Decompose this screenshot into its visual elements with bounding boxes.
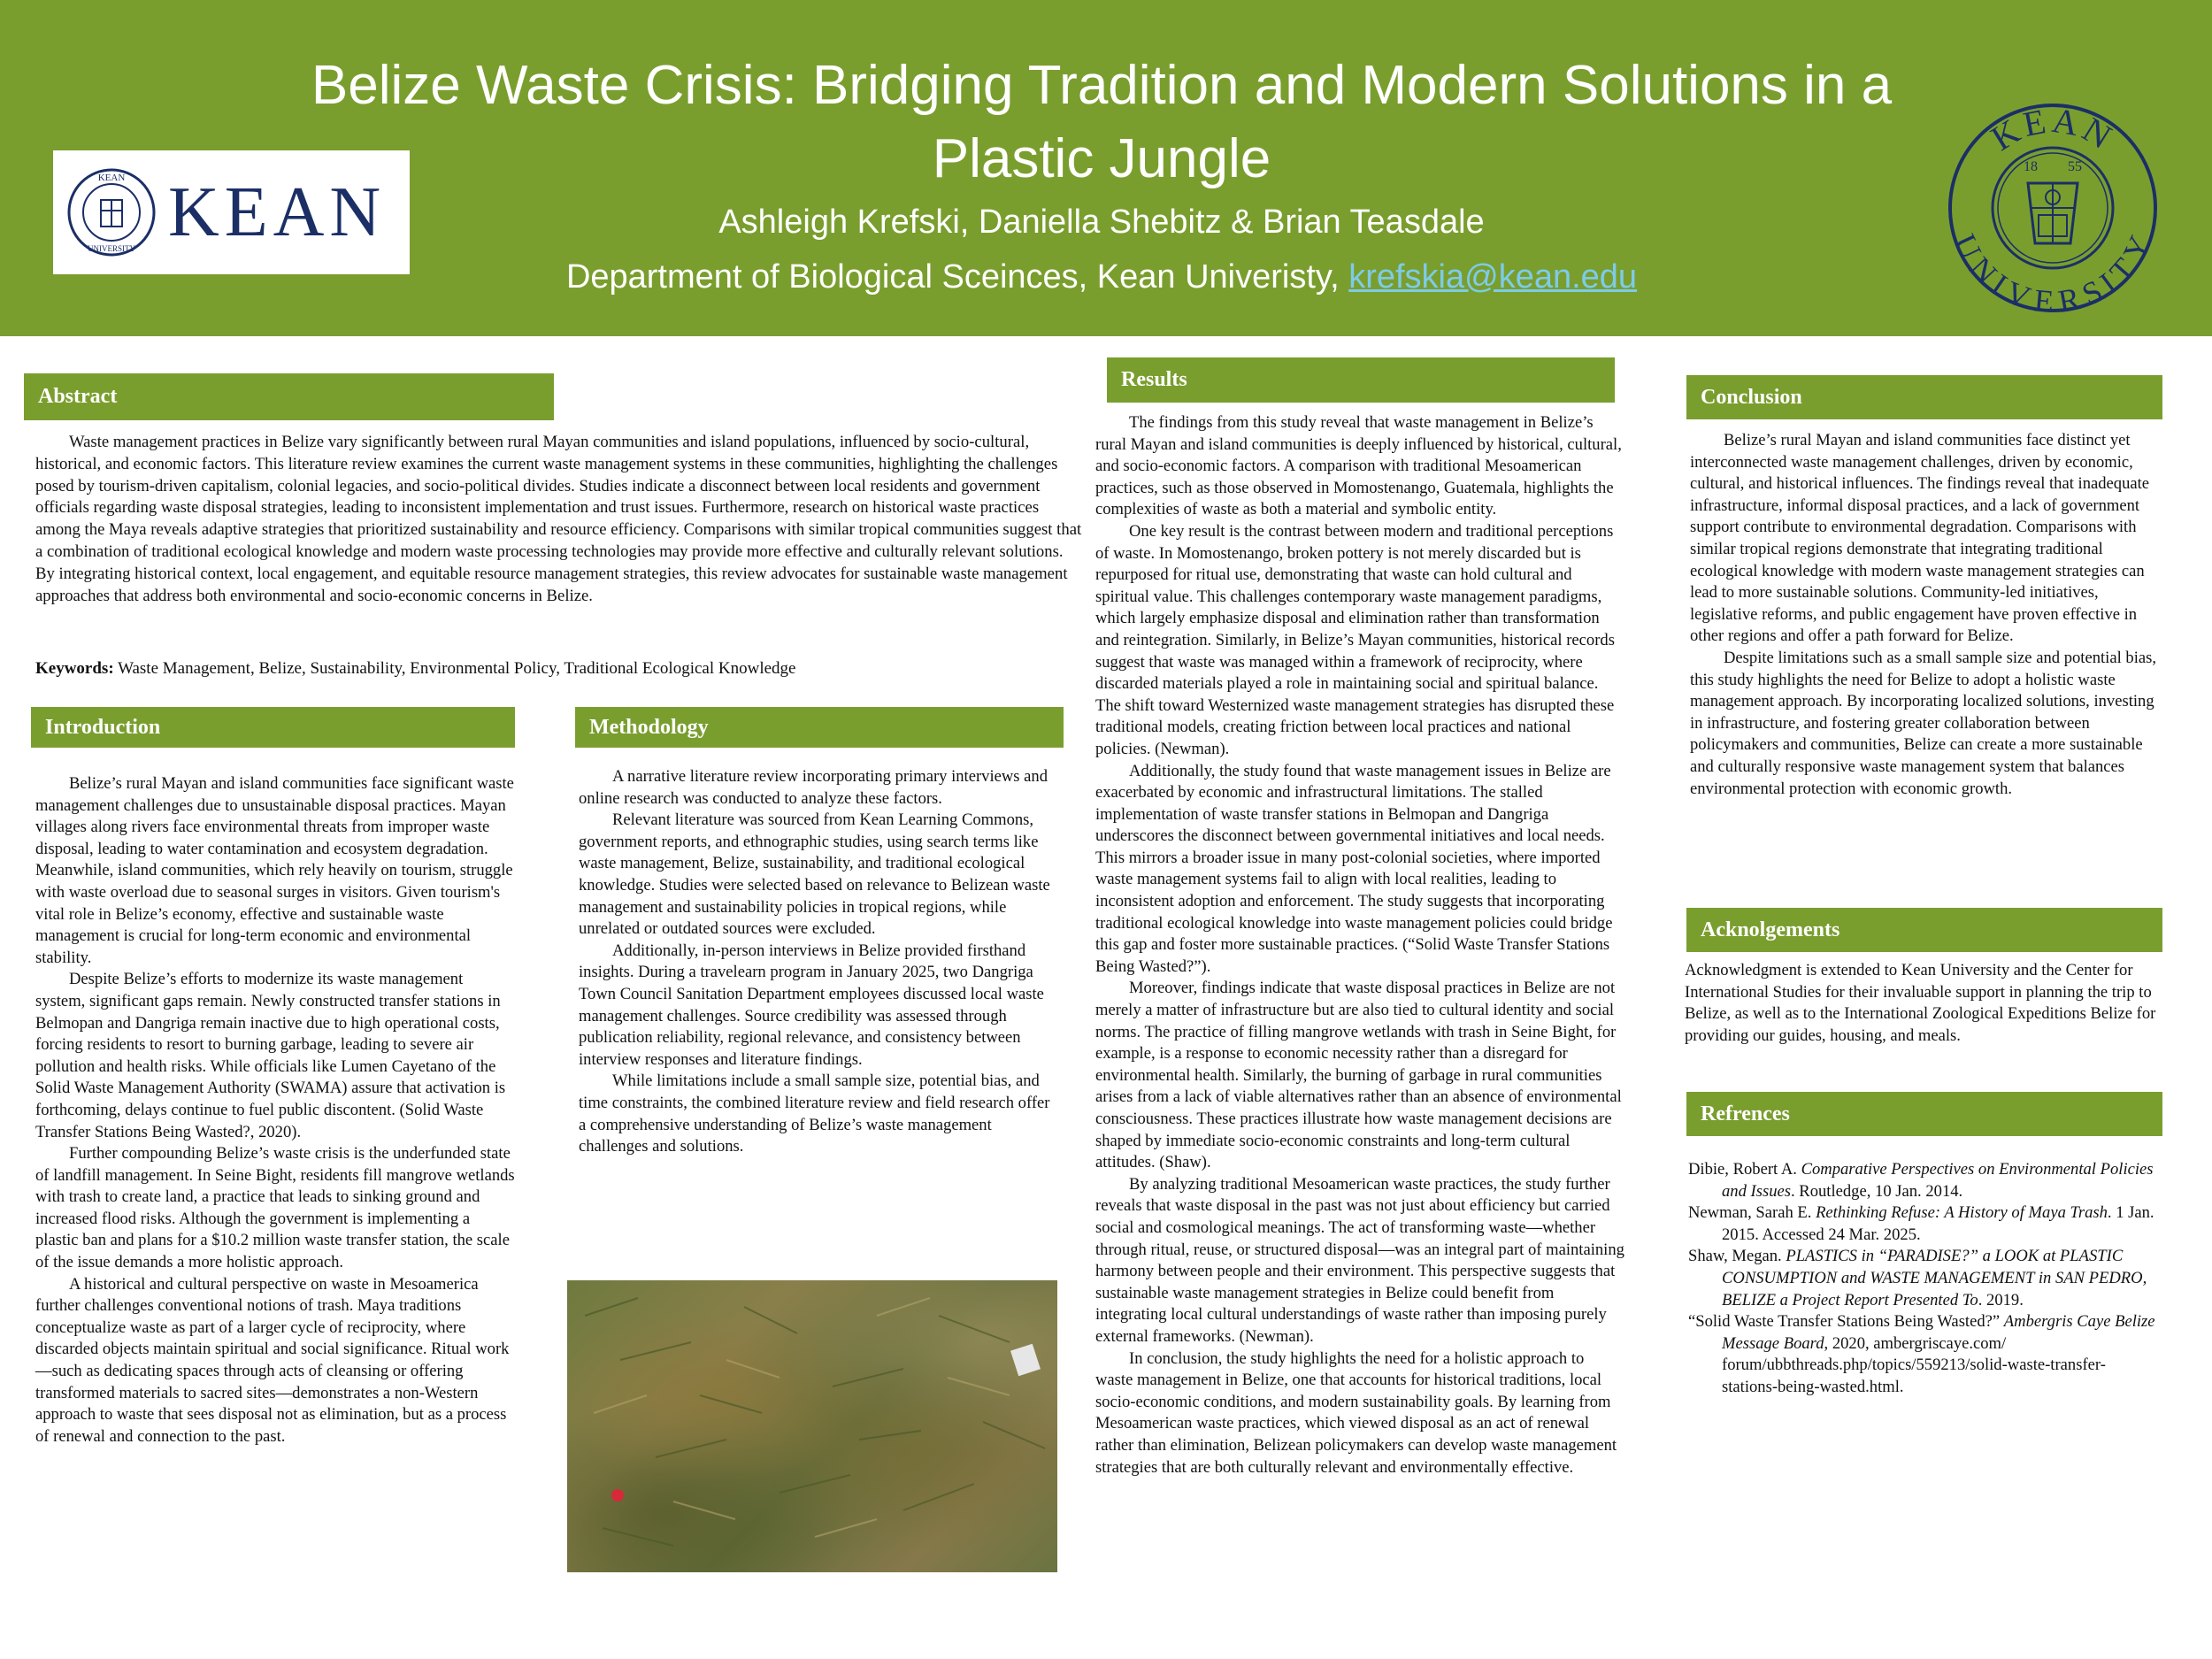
conclusion-body: [1690, 430, 2162, 800]
acknowledgements-paragraph: Acknowledgment is extended to Kean University and the Center for International Studies for their invaluable support in planning the trip to Belize, as well as to the International Zoological Expeditions Belize for providing our guides, housing, and meals.: [1685, 961, 2156, 1045]
mangrove-trash-photo: [567, 1280, 1057, 1572]
svg-text:UNIVERSITY: UNIVERSITY: [1947, 228, 2159, 314]
svg-text:UNIVERSITY: UNIVERSITY: [88, 244, 135, 253]
acknowledgements-body: [1685, 960, 2159, 1047]
abstract-heading: Abstract: [24, 373, 554, 420]
conclusion-paragraph: Despite limitations such as a small sample size and potential bias, this study highlights the need for Belize to adopt a holistic waste management approach. By incorporating localized solutions, investing in infrastructure, and fostering greater collaboration between policymakers and communities, Belize can create a more sustainable and culturally responsive waste management system that balances environmental protection with economic growth.: [1690, 648, 2157, 798]
results-paragraph: The findings from this study reveal that waste management in Belize’s rural Mayan and island communities is deeply influenced by historical, cultural, and socio-economic factors. A comparison with traditional Mesoamerican practices, such as those observed in Momostenango, Guatemala, highlights the complexities of waste as both a material and symbolic entity.: [1095, 413, 1622, 519]
poster-title: [230, 49, 1973, 196]
reference-item: Shaw, Megan. PLASTICS in “PARADISE?” a LOOK at PLASTIC CONSUMPTION and WASTE MANAGEMENT in SAN PEDRO, BELIZE a Project Report Presented To. 2019.: [1688, 1247, 2147, 1310]
title-line-2: Plastic Jungle: [932, 128, 1271, 189]
keywords-list: Waste Management, Belize, Sustainability, Environmental Policy, Traditional Ecological Knowledge: [113, 659, 796, 678]
introduction-heading: Introduction: [31, 707, 515, 748]
authors: Ashleigh Krefski, Daniella Shebitz & Brian Teasdale: [718, 204, 1485, 241]
kean-logo: [53, 150, 410, 274]
kean-seal-small-icon: [65, 166, 157, 258]
introduction-paragraph: A historical and cultural perspective on waste in Mesoamerica further challenges conventional notions of trash. Maya traditions conceptualize waste as part of a larger cycle of reciprocity, where discarded objects maintain spiritual and social significance. Ritual work—such as dedicating spaces through acts of cleansing or offering transformed materials to sacred sites—demonstrates a non-Western approach to waste that sees disposal not as elimination, but as a process of renewal and connection to the past.: [35, 1274, 510, 1446]
introduction-body: [35, 773, 517, 1448]
introduction-paragraph: Further compounding Belize’s waste crisis is the underfunded state of landfill management. In Seine Bight, residents fill mangrove wetlands with trash to create land, a practice that leads to sinking ground and increased flood risks. Although the government is implementing a plastic ban and plans for a $10.2 million waste transfer station, the scale of the issue demands a more holistic approach.: [35, 1144, 515, 1272]
svg-text:KEAN: KEAN: [1984, 102, 2122, 159]
email-link[interactable]: krefskia@kean.edu: [1348, 258, 1638, 296]
department-line: [265, 258, 1938, 296]
references-list: [1688, 1159, 2157, 1399]
reference-item: Dibie, Robert A. Comparative Perspectives on Environmental Policies and Issues. Routledge, 10 Jan. 2014.: [1688, 1160, 2154, 1201]
methodology-body: [579, 766, 1056, 1158]
acknowledgements-heading: Acknolgements: [1686, 908, 2162, 952]
results-paragraph: One key result is the contrast between modern and traditional perceptions of waste. In Momostenango, broken pottery is not merely discarded but is repurposed for ritual use, demonstrating that waste can hold cultural and spiritual value. This challenges contemporary waste management paradigms, which largely emphasize disposal and elimination rather than transformation and reintegration. Similarly, in Belize’s Mayan communities, historical records suggest that waste was managed within a framework of reciprocity, where discarded materials played a role in maintaining social and spiritual balance. The shift toward Westernized waste management strategies has disrupted these traditional models, creating friction between local practices and national policies. (Newman).: [1095, 521, 1615, 758]
keywords-label: Keywords:: [35, 659, 114, 678]
abstract-body: [35, 432, 1084, 607]
results-paragraph: By analyzing traditional Mesoamerican waste practices, the study further reveals that waste disposal in the past was not just about efficiency but carried social and cosmological meanings. The act of transforming waste—whether through ritual, reuse, or structured disposal—was an integral part of maintaining harmony between people and their environment. This perspective suggests that sustainable waste management strategies in Belize could benefit from integrating local cultural understandings of waste rather than imposing purely external frameworks. (Newman).: [1095, 1174, 1624, 1346]
svg-text:KEAN: KEAN: [97, 173, 126, 183]
svg-text:55: 55: [2068, 159, 2082, 174]
results-paragraph: Moreover, findings indicate that waste disposal practices in Belize are not merely a matter of infrastructure but are also tied to cultural identity and social norms. The practice of filling mangrove wetlands with trash in Seine Bight, for example, is a response to economic necessity rather than a disregard for environmental health. Similarly, the burning of garbage in rural communities arises from a lack of viable alternatives rather than an absence of environmental consciousness. These practices illustrate how waste management decisions are shaped by immediate socio-economic constraints and long-term cultural attitudes. (Shaw).: [1095, 979, 1622, 1172]
kean-wordmark: KEAN: [168, 173, 387, 251]
results-paragraph: Additionally, the study found that waste management issues in Belize are exacerbated by economic and infrastructural limitations. The stalled implementation of waste transfer stations in Belmopan and Dangriga underscores the disconnect between governmental initiatives and local needs. This mirrors a broader issue in many post-colonial societies, where imported waste management systems fail to align with local realities, leading to inconsistent adoption and enforcement. The study suggests that incorporating traditional ecological knowledge into waste management policies could bridge this gap and foster more sustainable practices. (“Solid Waste Transfer Stations Being Wasted?”).: [1095, 761, 1613, 976]
conclusion-heading: Conclusion: [1686, 375, 2162, 419]
keywords: [35, 658, 1084, 680]
kean-university-seal-icon: [1947, 102, 2159, 314]
svg-text:18: 18: [2024, 159, 2038, 174]
reference-item: Newman, Sarah E. Rethinking Refuse: A History of Maya Trash. 1 Jan. 2015. Accessed 24 Mar. 2025.: [1688, 1203, 2154, 1244]
methodology-paragraph: While limitations include a small sample size, potential bias, and time constraints, the combined literature review and field research offer a comprehensive understanding of Belize’s waste management challenges and solutions.: [579, 1071, 1050, 1156]
results-paragraph: In conclusion, the study highlights the need for a holistic approach to waste management in Belize, one that accounts for historical traditions, local socio-economic conditions, and modern sustainability goals. By learning from Mesoamerican waste practices, which viewed disposal as an act of renewal rather than elimination, Belizean policymakers can develop waste management strategies that are both culturally relevant and environmentally effective.: [1095, 1348, 1617, 1477]
poster-header: [0, 0, 2212, 336]
methodology-paragraph: Relevant literature was sourced from Kean Learning Commons, government reports, and ethnographic studies, using search terms like waste management, Belize, sustainability, and traditional ecological knowledge. Studies were selected based on relevance to Belizean waste management and sustainability policies in tropical regions, while unrelated or outdated sources were excluded.: [579, 810, 1050, 939]
results-heading: Results: [1107, 357, 1615, 403]
results-body: [1095, 412, 1624, 1479]
introduction-paragraph: Belize’s rural Mayan and island communities face significant waste management challenges due to unsustainable disposal practices. Mayan villages along rivers face environmental threats from improper waste disposal, leading to water contamination and ecosystem degradation. Meanwhile, island communities, which rely heavily on tourism, struggle with waste overload due to seasonal surges in visitors. Given tourism's vital role in Belize’s economy, effective and sustainable waste management is crucial for long-term economic and environmental stability.: [35, 774, 514, 967]
methodology-heading: Methodology: [575, 707, 1064, 748]
methodology-paragraph: Additionally, in-person interviews in Belize provided firsthand insights. During a travelearn program in January 2025, two Dangriga Town Council Sanitation Department employees discussed local waste management challenges. Source credibility was assessed through publication reliability, regional relevance, and consistency between interview responses and literature findings.: [579, 941, 1044, 1069]
conclusion-paragraph: Belize’s rural Mayan and island communities face distinct yet interconnected waste management challenges, driven by economic, cultural, and historical influences. The findings reveal that inadequate infrastructure, informal disposal practices, and a lack of government support contribute to environmental degradation. Comparisons with similar tropical regions demonstrate that integrating traditional ecological knowledge with modern waste management strategies can lead to more sustainable solutions. Community-led initiatives, legislative reforms, and public engagement have proven effective in other regions and offer a path forward for Belize.: [1690, 431, 2150, 646]
title-line-1: Belize Waste Crisis: Bridging Tradition and Modern Solutions in a: [311, 55, 1893, 116]
methodology-paragraph: A narrative literature review incorporating primary interviews and online research was conducted to analyze these factors.: [579, 767, 1048, 808]
introduction-paragraph: Despite Belize’s efforts to modernize its waste management system, significant gaps remain. Newly constructed transfer stations in Belmopan and Dangriga remain inactive due to high operational costs, forcing residents to resort to burning garbage, leading to severe air pollution and health risks. While officials like Lumen Cayetano of the Solid Waste Management Authority (SWAMA) assure that activation is forthcoming, delays continue to fuel public discontent. (Solid Waste Transfer Stations Being Wasted?, 2020).: [35, 970, 506, 1141]
department: Department of Biological Sceinces, Kean Univeristy,: [565, 258, 1349, 296]
photo-texture: [567, 1280, 1057, 1572]
reference-item: “Solid Waste Transfer Stations Being Wasted?” Ambergris Caye Belize Message Board, 2020, ambergriscaye.com/ forum/ubbthreads.php/topics/559213/solid-waste-transfer-stations-being-wasted.html.: [1688, 1312, 2155, 1396]
abstract-paragraph: Waste management practices in Belize vary significantly between rural Mayan communities and island populations, influenced by socio-cultural, historical, and economic factors. This literature review examines the current waste management systems in these communities, highlighting the challenges posed by tourism-driven capitalism, colonial legacies, and socio-political divides. Studies indicate a disconnect between local residents and government officials regarding waste disposal strategies, leading to inconsistent implementation and trust issues. Furthermore, research on historical waste practices among the Maya reveals adaptive strategies that prioritized sustainability and resource efficiency. Comparisons with similar tropical communities suggest that a combination of traditional ecological knowledge and modern waste processing technologies may provide more effective and culturally relevant solutions. By integrating historical context, local engagement, and equitable resource management strategies, this review advocates for sustainable waste management approaches that address both environmental and socio-economic concerns in Belize.: [35, 433, 1082, 605]
references-heading: Refrences: [1686, 1092, 2162, 1136]
